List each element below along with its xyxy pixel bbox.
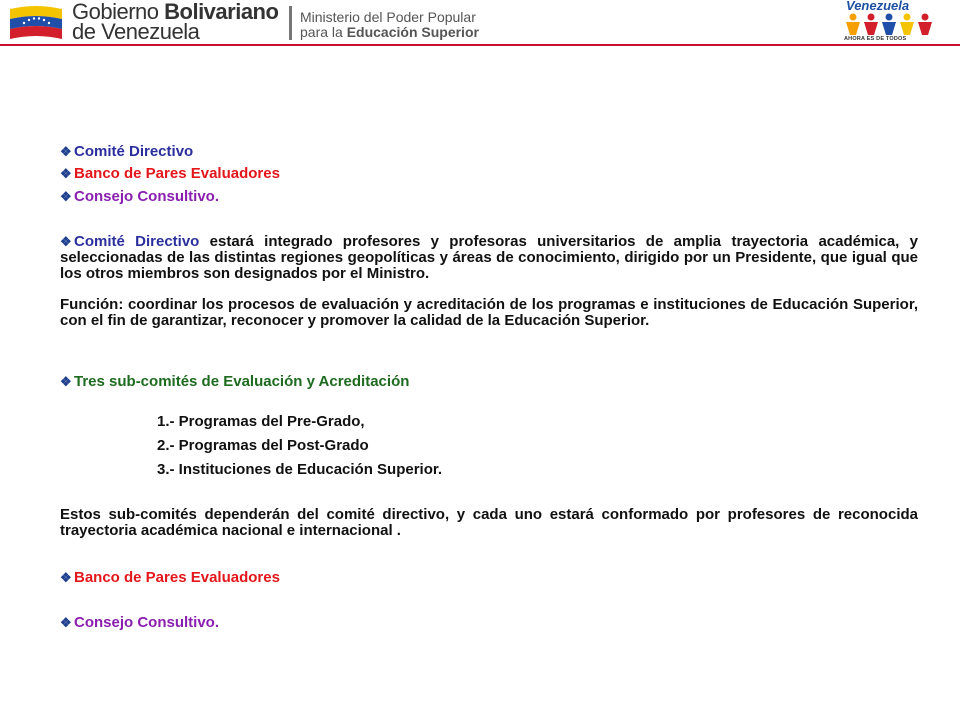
venezuela-flag-icon <box>8 3 64 41</box>
list-item <box>60 143 193 161</box>
paragraph-comite-directivo <box>60 234 918 282</box>
diamond-bullet-icon: ❖ <box>60 144 72 159</box>
ministry-text <box>300 10 479 40</box>
diamond-bullet-icon: ❖ <box>60 615 72 630</box>
header-banner <box>0 0 960 46</box>
subcommittee-item: 2.- Programas del Post-Grado <box>157 437 369 454</box>
diamond-bullet-icon: ❖ <box>60 166 72 181</box>
list-item <box>60 165 280 183</box>
header-divider <box>289 6 292 40</box>
paragraph-subcomites: Estos sub-comités dependerán del comité directivo, y cada uno estará conformado por profesores de reconocida trayectoria académica nacional e internacional . <box>60 506 918 539</box>
list-item-label: Comité Directivo <box>74 143 194 160</box>
subcommittee-item: 3.- Instituciones de Educación Superior. <box>157 461 443 478</box>
gov-line1-bold: Bolivariano <box>164 0 279 24</box>
gov-line1-regular: Gobierno <box>72 0 165 24</box>
list-item-label: Consejo Consultivo. <box>74 614 220 631</box>
gov-line2: de Venezuela <box>72 19 200 44</box>
government-logo-text <box>72 2 278 42</box>
para1-lead: Comité Directivo <box>74 233 200 250</box>
list-item <box>60 614 219 632</box>
ministry-line2-bold: Educación Superior <box>346 24 479 40</box>
subcommittees-heading <box>60 373 409 391</box>
paragraph-funcion: Función: coordinar los procesos de evaluación y acreditación de los programas e instituciones de Educación Superior, con el fin de garantizar, reconocer y promover la calidad de la Educación Superior. <box>60 296 918 329</box>
subcommittee-item: 1.- Programas del Pre-Grado, <box>157 413 365 430</box>
diamond-bullet-icon: ❖ <box>60 234 72 249</box>
diamond-bullet-icon: ❖ <box>60 570 72 585</box>
list-item-label: Consejo Consultivo. <box>74 188 220 205</box>
banner-rule <box>0 44 960 46</box>
list-item <box>60 188 219 206</box>
diamond-bullet-icon: ❖ <box>60 374 72 389</box>
list-item-label: Banco de Pares Evaluadores <box>74 165 280 182</box>
list-item <box>60 569 280 587</box>
venezuela-ahora-logo <box>840 0 940 46</box>
diamond-bullet-icon: ❖ <box>60 189 72 204</box>
para1-body: estará integrado profesores y profesoras universitarios de amplia trayectoria académica, y seleccionadas de las distintas regiones geopolíticas y áreas de conocimiento, dirigido por un Presidente, que igual que los otros miembros son designados por el Ministro. <box>60 233 918 282</box>
list-item-label: Banco de Pares Evaluadores <box>74 569 280 586</box>
subcommittees-heading-label: Tres sub-comités de Evaluación y Acreditación <box>74 373 410 390</box>
ministry-line1: Ministerio del Poder Popular <box>300 9 476 25</box>
ministry-line2-regular: para la <box>300 24 347 40</box>
logo-tagline: AHORA ES DE TODOS <box>844 36 907 42</box>
people-figures-icon <box>844 12 936 36</box>
logo-word: Venezuela <box>846 0 910 13</box>
